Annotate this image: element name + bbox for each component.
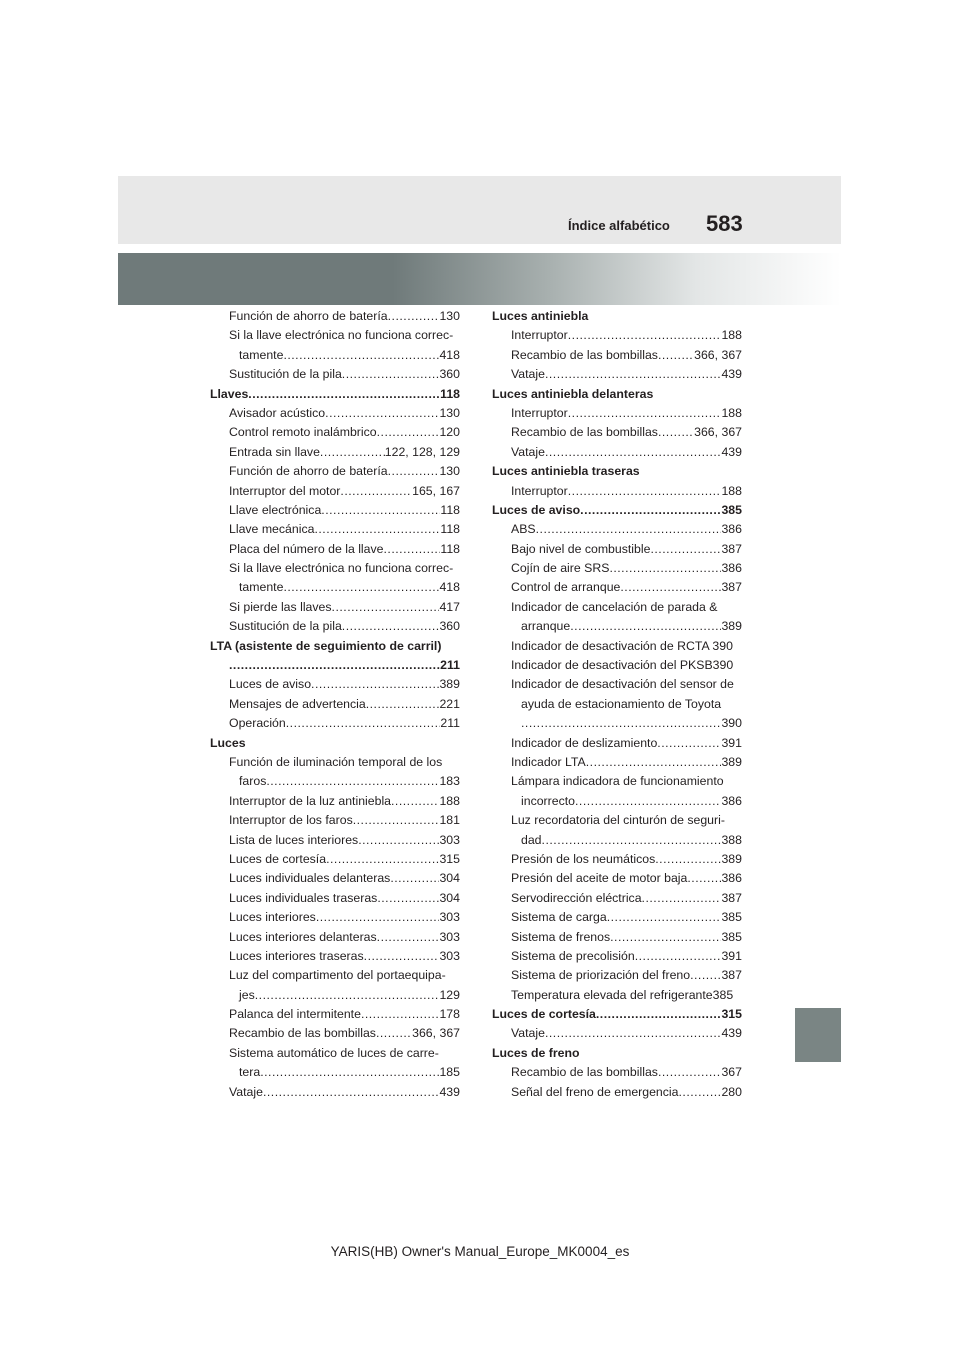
entry-page: 315 xyxy=(439,851,460,866)
entry-page: 366, 367 xyxy=(694,347,742,362)
entry-page: 118 xyxy=(440,522,460,537)
entry-page: 122, 128, 129 xyxy=(384,444,460,459)
entry-text: Luces interiores xyxy=(229,910,316,925)
dot-leader xyxy=(568,326,722,345)
index-entry xyxy=(492,947,742,966)
entry-text: Luces de aviso xyxy=(229,677,312,692)
index-entry xyxy=(492,831,742,850)
dot-leader xyxy=(358,831,439,850)
entry-page: 386 xyxy=(721,561,742,576)
index-heading: Luces antiniebla traseras xyxy=(492,464,640,479)
section-title: Índice alfabético xyxy=(568,218,670,233)
entry-page: 130 xyxy=(439,405,460,420)
dot-leader xyxy=(687,869,721,888)
entry-text: Control de arranque xyxy=(511,580,621,595)
index-entry xyxy=(210,482,460,501)
entry-page: 118 xyxy=(440,386,460,401)
entry-text: dad xyxy=(521,832,542,847)
index-entry xyxy=(210,423,460,442)
entry-page: 418 xyxy=(439,347,460,362)
index-entry xyxy=(492,1063,742,1082)
index-entry xyxy=(492,889,742,908)
index-heading: Luces antiniebla delanteras xyxy=(492,386,654,401)
index-entry xyxy=(210,889,460,908)
index-entry: Luz del compartimento del portaequipa- xyxy=(229,968,446,983)
entry-text: ABS xyxy=(511,522,536,537)
index-entry: Si la llave electrónica no funciona correc- xyxy=(229,328,454,343)
entry-text: Indicador de deslizamiento xyxy=(511,735,658,750)
entry-text: Servodirección eléctrica xyxy=(511,890,642,905)
entry-text: Control remoto inalámbrico xyxy=(229,425,377,440)
entry-page: 439 xyxy=(721,1026,742,1041)
index-entry xyxy=(492,850,742,869)
entry-text: Sistema de priorización del freno xyxy=(511,968,691,983)
dot-leader xyxy=(366,695,440,714)
entry-page: 188 xyxy=(721,405,742,420)
index-entry xyxy=(210,869,460,888)
dot-leader xyxy=(545,365,722,384)
index-entry xyxy=(210,443,460,462)
entry-page: 417 xyxy=(439,599,460,614)
entry-page: 303 xyxy=(439,832,460,847)
entry-text: Palanca del intermitente xyxy=(229,1007,361,1022)
index-heading xyxy=(210,385,460,404)
entry-text: Vataje xyxy=(229,1084,263,1099)
entry-text: Luces interiores traseras xyxy=(229,948,364,963)
index-entry xyxy=(210,578,460,597)
dot-leader xyxy=(229,656,440,675)
entry-page: 389 xyxy=(721,619,742,634)
entry-text: arranque xyxy=(521,619,571,634)
entry-page: 386 xyxy=(721,793,742,808)
index-column-right xyxy=(492,307,742,1102)
index-entry xyxy=(492,346,742,365)
index-entry xyxy=(492,1024,742,1043)
dot-leader xyxy=(658,1063,722,1082)
dot-leader xyxy=(266,772,439,791)
index-entry xyxy=(210,346,460,365)
dot-leader xyxy=(326,850,439,869)
dot-leader xyxy=(609,559,721,578)
index-entry xyxy=(210,811,460,830)
index-entry: ayuda de estacionamiento de Toyota xyxy=(521,696,722,711)
dot-leader xyxy=(325,404,439,423)
entry-text: Cojín de aire SRS xyxy=(511,561,610,576)
entry-text: Llave electrónica xyxy=(229,502,322,517)
index-entry xyxy=(210,986,460,1005)
index-entry xyxy=(492,482,742,501)
entry-text: Recambio de las bombillas xyxy=(511,1065,658,1080)
dot-leader xyxy=(286,714,441,733)
index-entry xyxy=(210,792,460,811)
dot-leader xyxy=(263,1083,440,1102)
entry-text: Función de ahorro de batería xyxy=(229,464,388,479)
dot-leader xyxy=(658,423,694,442)
entry-text: Entrada sin llave xyxy=(229,444,320,459)
dot-leader xyxy=(391,792,439,811)
dot-leader xyxy=(342,617,440,636)
index-heading: LTA (asistente de seguimiento de carril) xyxy=(210,638,442,653)
index-entry xyxy=(210,675,460,694)
entry-text: Presión de los neumáticos xyxy=(511,851,656,866)
dot-leader xyxy=(248,385,440,404)
dot-leader xyxy=(620,578,721,597)
index-heading: Luces xyxy=(210,735,246,750)
entry-page: 390 xyxy=(721,716,742,731)
entry-page: 221 xyxy=(439,696,460,711)
index-entry xyxy=(492,326,742,345)
dot-leader xyxy=(521,714,721,733)
dot-leader xyxy=(361,1005,440,1024)
entry-page: 360 xyxy=(439,619,460,634)
index-entry xyxy=(492,423,742,442)
index-entry xyxy=(210,1024,460,1043)
dot-leader xyxy=(650,540,721,559)
entry-page: 367 xyxy=(721,1065,742,1080)
dot-leader xyxy=(320,443,385,462)
dot-leader xyxy=(376,1024,412,1043)
index-entry xyxy=(492,966,742,985)
dot-leader xyxy=(377,889,439,908)
dot-leader xyxy=(545,1024,722,1043)
entry-page: 165, 167 xyxy=(412,483,460,498)
entry-page: 315 xyxy=(721,1007,742,1022)
index-entry xyxy=(492,617,742,636)
entry-page: 439 xyxy=(721,367,742,382)
entry-page: 304 xyxy=(439,871,460,886)
dot-leader xyxy=(283,578,439,597)
dot-leader xyxy=(314,520,440,539)
entry-page: 181 xyxy=(439,813,460,828)
index-entry xyxy=(210,1083,460,1102)
dot-leader xyxy=(545,443,722,462)
dot-leader xyxy=(332,598,440,617)
entry-page: 303 xyxy=(439,910,460,925)
dot-leader xyxy=(575,792,721,811)
entry-text: Luces de cortesía xyxy=(492,1007,596,1022)
dot-leader xyxy=(658,346,694,365)
index-entry: Si la llave electrónica no funciona correc- xyxy=(229,561,454,576)
dot-leader xyxy=(657,734,721,753)
index-entry xyxy=(492,578,742,597)
dot-leader xyxy=(255,986,440,1005)
entry-page: 391 xyxy=(721,948,742,963)
dot-leader xyxy=(316,908,440,927)
index-entry xyxy=(210,617,460,636)
decorative-gradient-bar xyxy=(118,253,841,305)
index-entry xyxy=(210,908,460,927)
entry-text: Interruptor xyxy=(511,483,568,498)
index-entry xyxy=(492,520,742,539)
dot-leader xyxy=(568,482,722,501)
entry-text: Interruptor de la luz antiniebla xyxy=(229,793,392,808)
entry-text: Bajo nivel de combustible xyxy=(511,541,651,556)
entry-text: tamente xyxy=(239,347,284,362)
index-entry xyxy=(492,869,742,888)
entry-page: 366, 367 xyxy=(694,425,742,440)
entry-page: 389 xyxy=(439,677,460,692)
index-heading xyxy=(210,656,460,675)
entry-text: Recambio de las bombillas xyxy=(511,347,658,362)
dot-leader xyxy=(364,947,440,966)
index-heading xyxy=(492,501,742,520)
dot-leader xyxy=(679,1083,722,1102)
index-entry xyxy=(210,1005,460,1024)
entry-page: 387 xyxy=(721,541,742,556)
entry-text: Luces de cortesía xyxy=(229,851,327,866)
dot-leader xyxy=(586,753,722,772)
entry-text: Operación xyxy=(229,716,286,731)
index-entry: Indicador de desactivación del sensor de xyxy=(511,677,734,692)
dot-leader xyxy=(260,1063,439,1082)
index-entry xyxy=(210,462,460,481)
entry-page: 188 xyxy=(721,483,742,498)
dot-leader xyxy=(388,307,440,326)
entry-page: 130 xyxy=(439,464,460,479)
entry-page: 389 xyxy=(721,851,742,866)
index-entry xyxy=(210,520,460,539)
entry-page: 185 xyxy=(439,1065,460,1080)
dot-leader xyxy=(377,423,440,442)
entry-text: Vataje xyxy=(511,367,545,382)
entry-text: tamente xyxy=(239,580,284,595)
entry-text: Interruptor xyxy=(511,328,568,343)
dot-leader xyxy=(342,365,440,384)
entry-text: Lista de luces interiores xyxy=(229,832,359,847)
dot-leader xyxy=(311,675,439,694)
entry-page: 178 xyxy=(439,1007,460,1022)
entry-page: 418 xyxy=(439,580,460,595)
index-entry xyxy=(210,404,460,423)
dot-leader xyxy=(635,947,722,966)
entry-text: Interruptor del motor xyxy=(229,483,341,498)
dot-leader xyxy=(536,520,722,539)
entry-text: Si pierde las llaves xyxy=(229,599,332,614)
entry-page: 387 xyxy=(721,890,742,905)
index-entry xyxy=(492,928,742,947)
index-entry xyxy=(210,850,460,869)
dot-leader xyxy=(353,811,440,830)
entry-page: 118 xyxy=(440,541,460,556)
entry-text: Sistema de frenos xyxy=(511,929,611,944)
entry-text: Luces interiores delanteras xyxy=(229,929,377,944)
entry-page: 303 xyxy=(439,929,460,944)
index-entry xyxy=(210,540,460,559)
index-entry xyxy=(492,734,742,753)
index-entry xyxy=(492,443,742,462)
entry-text: Función de ahorro de batería xyxy=(229,309,388,323)
index-entry xyxy=(492,559,742,578)
index-entry: Indicador de cancelación de parada & xyxy=(511,599,718,614)
dot-leader xyxy=(580,501,721,520)
index-entry: Indicador de desactivación del PKSB390 xyxy=(511,658,734,673)
dot-leader xyxy=(283,346,439,365)
entry-page: 389 xyxy=(721,754,742,769)
entry-page: 385 xyxy=(721,502,742,517)
entry-page: 188 xyxy=(439,793,460,808)
entry-page: 360 xyxy=(439,367,460,382)
dot-leader xyxy=(690,966,721,985)
entry-page: 303 xyxy=(439,948,460,963)
entry-text: Placa del número de la llave xyxy=(229,541,384,556)
index-heading: Luces de freno xyxy=(492,1045,580,1060)
entry-text: incorrecto xyxy=(521,793,575,808)
index-entry xyxy=(210,307,460,326)
entry-text: Mensajes de advertencia xyxy=(229,696,366,711)
entry-text: Llaves xyxy=(210,386,249,401)
entry-page: 387 xyxy=(721,580,742,595)
entry-text: Vataje xyxy=(511,444,545,459)
index-entry xyxy=(210,831,460,850)
index-entry xyxy=(492,1083,742,1102)
entry-text: Recambio de las bombillas xyxy=(229,1026,376,1041)
dot-leader xyxy=(642,889,722,908)
entry-page: 211 xyxy=(440,716,460,731)
page-number: 583 xyxy=(706,211,743,236)
dot-leader xyxy=(570,617,721,636)
dot-leader xyxy=(388,462,440,481)
entry-text: Avisador acústico xyxy=(229,405,326,420)
index-entry xyxy=(210,598,460,617)
chapter-side-tab xyxy=(795,1008,841,1062)
entry-page: 120 xyxy=(439,425,460,440)
entry-page: 385 xyxy=(721,910,742,925)
index-entry xyxy=(210,714,460,733)
index-entry xyxy=(210,772,460,791)
index-entry xyxy=(492,540,742,559)
dot-leader xyxy=(655,850,721,869)
entry-text: Sustitución de la pila xyxy=(229,367,342,382)
entry-page: 387 xyxy=(721,968,742,983)
index-column-left xyxy=(210,307,460,1102)
entry-text: Luces individuales traseras xyxy=(229,890,378,905)
index-entry xyxy=(492,753,742,772)
index-entry: Luz recordatoria del cinturón de seguri- xyxy=(511,813,725,828)
index-entry xyxy=(492,365,742,384)
index-entry: Función de iluminación temporal de los xyxy=(229,754,443,769)
entry-text: Presión del aceite de motor baja xyxy=(511,871,688,886)
entry-page: 386 xyxy=(721,871,742,886)
index-entry xyxy=(492,404,742,423)
entry-text: Interruptor de los faros xyxy=(229,813,353,828)
index-entry xyxy=(210,695,460,714)
entry-text: Luces de aviso xyxy=(492,502,581,517)
entry-text: Sistema de precolisión xyxy=(511,948,635,963)
entry-text: jes xyxy=(239,987,255,1002)
entry-text: Sustitución de la pila xyxy=(229,619,342,634)
index-entry xyxy=(492,908,742,927)
entry-page: 183 xyxy=(439,774,460,789)
dot-leader xyxy=(390,869,439,888)
entry-text: tera xyxy=(239,1065,261,1080)
dot-leader xyxy=(340,482,412,501)
index-entry: Temperatura elevada del refrigerante385 xyxy=(511,987,734,1002)
index-entry xyxy=(210,365,460,384)
dot-leader xyxy=(542,831,722,850)
index-entry xyxy=(492,792,742,811)
entry-text: Sistema de carga xyxy=(511,910,607,925)
dot-leader xyxy=(384,540,441,559)
entry-page: 385 xyxy=(721,929,742,944)
dot-leader xyxy=(596,1005,722,1024)
index-entry xyxy=(210,1063,460,1082)
entry-page: 188 xyxy=(721,328,742,343)
dot-leader xyxy=(607,908,722,927)
entry-page: 366, 367 xyxy=(412,1026,460,1041)
index-entry xyxy=(210,501,460,520)
entry-text: faros xyxy=(239,774,267,789)
index-entry xyxy=(210,947,460,966)
index-entry: Lámpara indicadora de funcionamiento xyxy=(511,774,724,789)
entry-text: Interruptor xyxy=(511,405,568,420)
entry-page: 129 xyxy=(439,987,460,1002)
index-entry xyxy=(210,928,460,947)
index-entry: Indicador de desactivación de RCTA 390 xyxy=(511,638,733,653)
entry-page: 130 xyxy=(439,309,460,323)
dot-leader xyxy=(568,404,722,423)
entry-page: 304 xyxy=(439,890,460,905)
dot-leader xyxy=(321,501,440,520)
entry-text: Vataje xyxy=(511,1026,545,1041)
entry-page: 386 xyxy=(721,522,742,537)
index-heading: Luces antiniebla xyxy=(492,309,589,323)
dot-leader xyxy=(377,928,440,947)
entry-page: 280 xyxy=(721,1084,742,1099)
entry-text: Luces individuales delanteras xyxy=(229,871,391,886)
index-heading xyxy=(492,1005,742,1024)
dot-leader xyxy=(610,928,721,947)
entry-text: Recambio de las bombillas xyxy=(511,425,658,440)
index-entry: Sistema automático de luces de carre- xyxy=(229,1045,439,1060)
entry-page: 211 xyxy=(440,658,460,673)
index-entry xyxy=(492,714,742,733)
entry-text: Llave mecánica xyxy=(229,522,315,537)
entry-page: 439 xyxy=(721,444,742,459)
entry-page: 439 xyxy=(439,1084,460,1099)
entry-page: 388 xyxy=(721,832,742,847)
entry-page: 118 xyxy=(440,502,460,517)
entry-text: Señal del freno de emergencia xyxy=(511,1084,679,1099)
entry-text: Indicador LTA xyxy=(511,754,586,769)
entry-page: 391 xyxy=(721,735,742,750)
footer-manual-id: YARIS(HB) Owner's Manual_Europe_MK0004_es xyxy=(330,1244,630,1259)
